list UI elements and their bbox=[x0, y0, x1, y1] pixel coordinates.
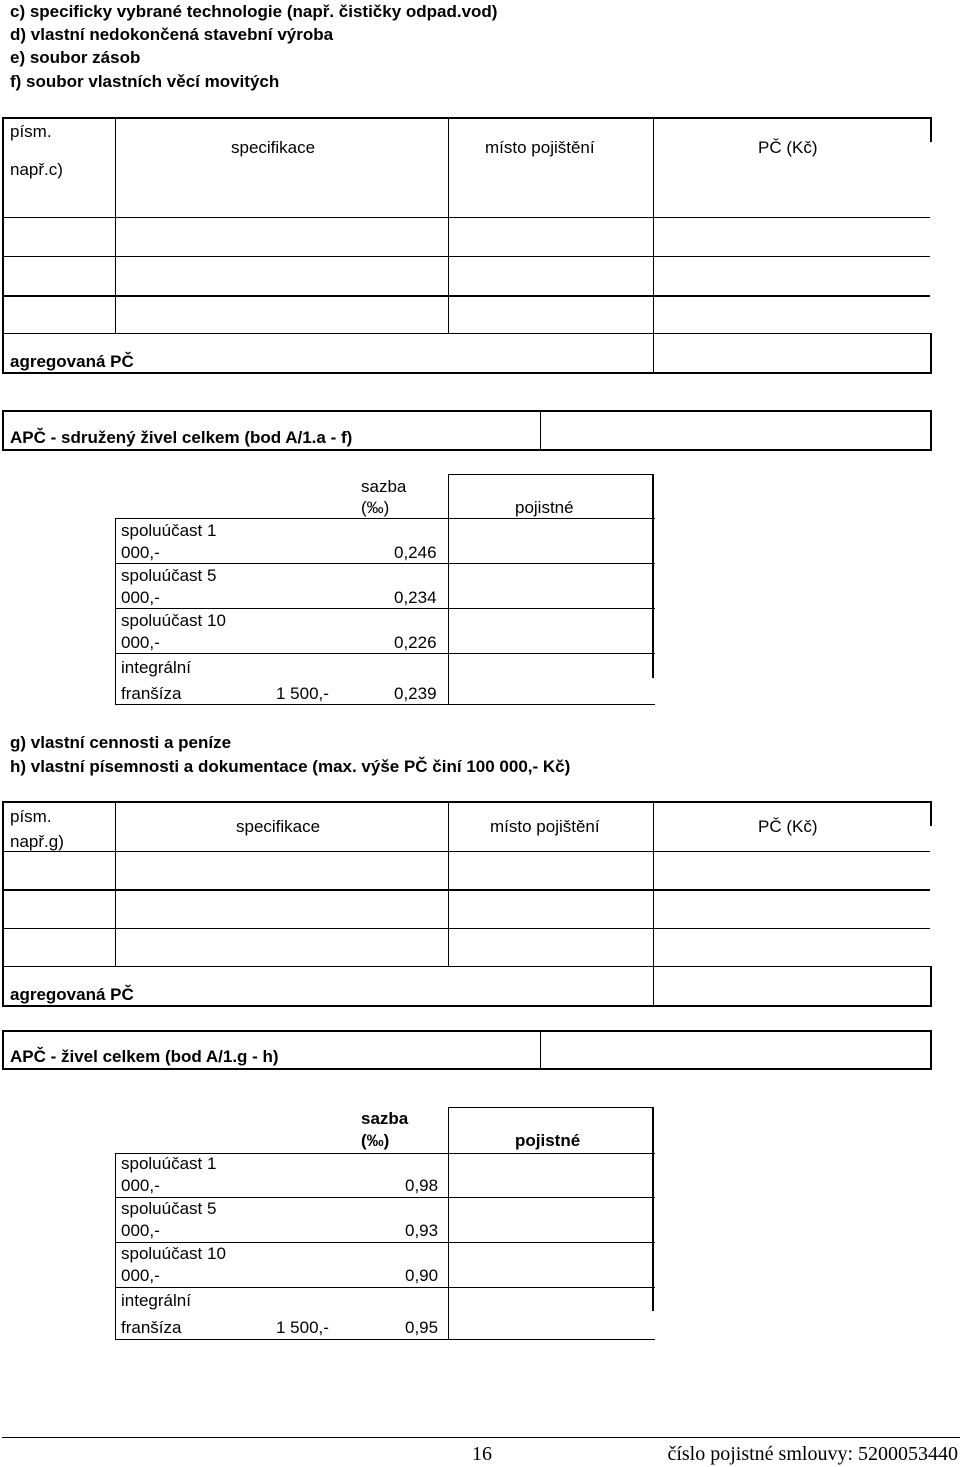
rate-value: 0,95 bbox=[405, 1318, 439, 1337]
rate-header: sazba bbox=[361, 477, 407, 496]
rate-header: sazba bbox=[361, 1109, 409, 1128]
rate-value: 0,93 bbox=[405, 1221, 439, 1240]
col-pc-header: PČ (Kč) bbox=[758, 817, 818, 836]
aggregate-label: agregovaná PČ bbox=[10, 352, 134, 371]
rate-value: 0,98 bbox=[405, 1176, 439, 1195]
col-spec-header: specifikace bbox=[231, 138, 316, 157]
rate-row-label: spoluúčast 1 bbox=[121, 521, 217, 540]
rate-row-label: spoluúčast 10 bbox=[121, 1244, 226, 1263]
col-spec-header: specifikace bbox=[236, 817, 321, 836]
franchise-amount: 1 500,- bbox=[276, 684, 329, 703]
col-place-header: místo pojištění bbox=[490, 817, 600, 836]
col-letter-example: např.g) bbox=[10, 832, 64, 851]
premium-header: pojistné bbox=[515, 498, 574, 517]
rate-value: 0,239 bbox=[394, 684, 437, 703]
rate-row-label: spoluúčast 5 bbox=[121, 1199, 217, 1218]
rate-row-label: integrální bbox=[121, 658, 191, 677]
intro-item-c: c) specificky vybrané technologie (např. čističky odpad.vod) bbox=[10, 2, 498, 21]
intro-item-d: d) vlastní nedokončená stavební výroba bbox=[10, 25, 334, 44]
col-place-header: místo pojištění bbox=[485, 138, 595, 157]
col-letter-example: např.c) bbox=[10, 160, 63, 179]
rate-value: 0,246 bbox=[394, 543, 437, 562]
rate-row-label: 000,- bbox=[121, 1221, 160, 1240]
aggregate-label: agregovaná PČ bbox=[10, 985, 134, 1004]
apc-label: APČ - sdružený živel celkem (bod A/1.a - f) bbox=[10, 428, 353, 447]
rate-row-label: 000,- bbox=[121, 1176, 160, 1195]
section2-item-g: g) vlastní cennosti a peníze bbox=[10, 733, 232, 752]
apc-label: APČ - živel celkem (bod A/1.g - h) bbox=[10, 1047, 279, 1066]
page-number: 16 bbox=[472, 1443, 492, 1465]
premium-header: pojistné bbox=[515, 1131, 581, 1150]
rate-row-label: integrální bbox=[121, 1291, 191, 1310]
rate-row-label: 000,- bbox=[121, 1266, 160, 1285]
rate-row-label: spoluúčast 5 bbox=[121, 566, 217, 585]
rate-row-label: spoluúčast 10 bbox=[121, 611, 226, 630]
rate-row-label: 000,- bbox=[121, 633, 160, 652]
intro-item-f: f) soubor vlastních věcí movitých bbox=[10, 72, 280, 91]
rate-row-label: 000,- bbox=[121, 588, 160, 607]
rate-value: 0,234 bbox=[394, 588, 437, 607]
col-letter-header: písm. bbox=[10, 122, 52, 141]
rate-unit: (‰) bbox=[361, 498, 390, 517]
rate-row-label: franšíza bbox=[121, 1318, 182, 1337]
rate-row-label: spoluúčast 1 bbox=[121, 1154, 217, 1173]
intro-item-e: e) soubor zásob bbox=[10, 48, 141, 67]
col-letter-header: písm. bbox=[10, 807, 52, 826]
rate-value: 0,90 bbox=[405, 1266, 439, 1285]
rate-unit: (‰) bbox=[361, 1131, 390, 1150]
section2-item-h: h) vlastní písemnosti a dokumentace (max. výše PČ činí 100 000,- Kč) bbox=[10, 757, 571, 776]
contract-number: číslo pojistné smlouvy: 5200053440 bbox=[667, 1443, 958, 1465]
rate-value: 0,226 bbox=[394, 633, 437, 652]
col-pc-header: PČ (Kč) bbox=[758, 138, 818, 157]
rate-row-label: 000,- bbox=[121, 543, 160, 562]
rate-row-label: franšíza bbox=[121, 684, 182, 703]
franchise-amount: 1 500,- bbox=[276, 1318, 329, 1337]
